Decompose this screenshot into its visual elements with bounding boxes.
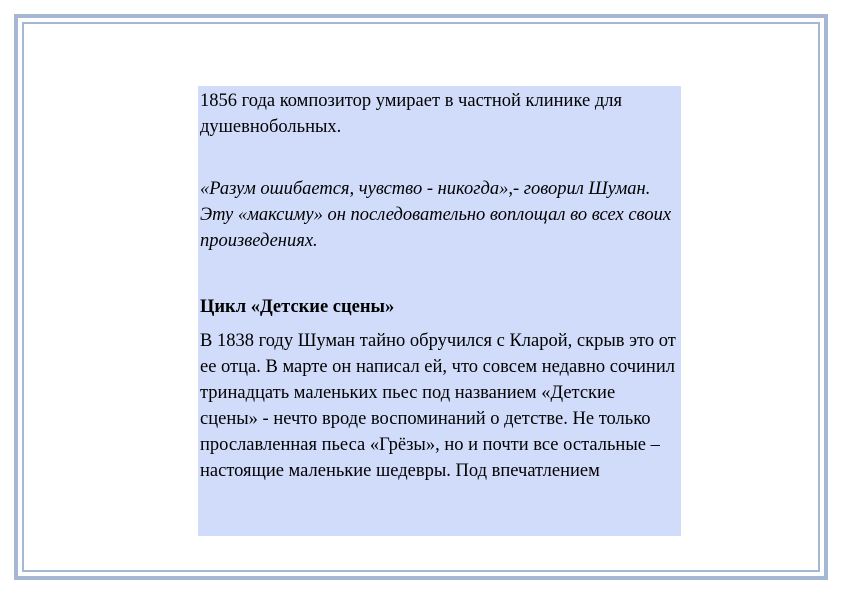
section-heading: Цикл «Детские сцены» [200, 297, 395, 317]
intro-paragraph: 1856 года композитор умирает в частной клинике для душевнобольных. [200, 91, 622, 137]
body-paragraph: В 1838 году Шуман тайно обручился с Кларой, скрыв это от ее отца. В марте он написал ей, что совсем недавно сочинил тринадцать маленьких пьес под названием «Детские сцены» - нечто вроде воспоминаний о детстве. Не только прославленная пьеса «Грёзы», но и почти все остальные – настоящие маленькие шедевры. Под впечатлением [200, 331, 676, 481]
maxim-sentence: Эту «максиму» он последовательно воплощал во всех своих произведениях. [200, 205, 672, 251]
text-box [198, 86, 681, 536]
schumann-quote: «Разум ошибается, чувство - никогда»,- говорил Шуман. [200, 179, 651, 199]
